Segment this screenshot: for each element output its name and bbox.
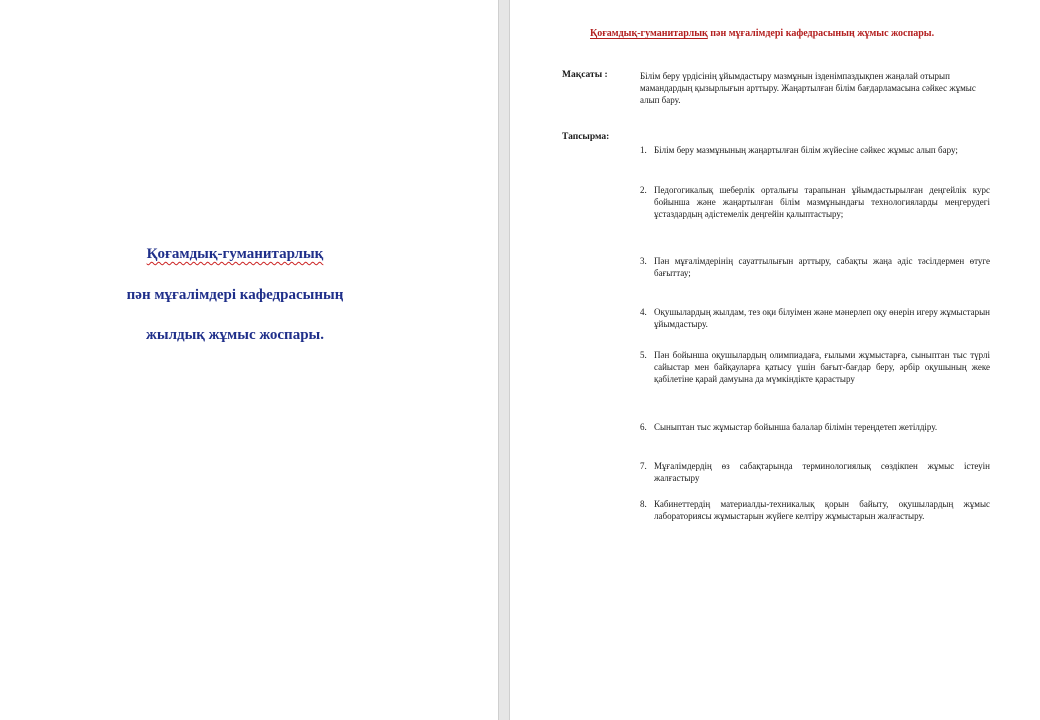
task-text: Кабинеттердің материалды-техникалық қорын байыту, оқушылардың жұмыс лабораториясы жұмыстарын жүйеге келтіру жұмыстарын жалғастыру.: [654, 499, 990, 521]
goal-label: Мақсаты :: [562, 70, 608, 80]
plan-page: [510, 0, 1040, 720]
task-item: [640, 498, 990, 522]
task-number: 2.: [640, 185, 647, 195]
task-text: Пән мұғалімдерінің сауаттылығын арттыру, сабақты жаңа әдіс тәсілдермен өтуге бағыттау;: [654, 256, 990, 278]
cover-page: [0, 0, 498, 720]
task-number: 7.: [640, 461, 647, 471]
cover-title-text-1: Қоғамдық-гуманитарлық: [146, 246, 324, 262]
goal-text: Білім беру үрдісінің ұйымдастыру мазмұнын ізденімпаздықпен жаңалай отырып мамандардың қызырлығын арттыру. Жаңартылған білім бағдарламасына сәйкес жұмыс алып бару.: [640, 71, 976, 105]
task-item: [640, 144, 990, 156]
task-text: Оқушылардың жылдам, тез оқи білуімен және мәнерлеп оқу өнерін игеру жұмыстарын ұйымдастыру.: [654, 307, 990, 329]
task-text: Педогогикалық шеберлік орталығы тарапынан ұйымдастырылған деңгейлік курс бойынша және жаңартылған білім мазмұнындағы технологияларды меңгерудегі ұстаздардың әдістемелік деңгейін қалыптастыру;: [654, 185, 990, 219]
task-item: [640, 184, 990, 220]
plan-title-part-2: пән мұғалімдері кафедрасының жұмыс жоспары.: [707, 28, 935, 39]
task-item: [640, 421, 990, 433]
task-item: [640, 255, 990, 279]
page-gutter: [498, 0, 510, 720]
task-number: 1.: [640, 145, 647, 155]
plan-title-part-1: Қоғамдық-гуманитарлық: [590, 28, 708, 39]
task-text: Мұғалімдердің өз сабақтарында терминологиялық сөздікпен жұмыс істеуін жалғастыру: [654, 461, 990, 483]
cover-title-line-1: [0, 246, 470, 263]
task-text: Білім беру мазмұнының жаңартылған білім жүйесіне сәйкес жұмыс алып бару;: [654, 145, 958, 155]
tasks-label: Тапсырма:: [562, 132, 610, 142]
task-text: Сыныптан тыс жұмыстар бойынша балалар білімін тереңдетеп жетілдіру.: [654, 422, 938, 432]
task-text: Пән бойынша оқушылардың олимпиадаға, ғылыми жұмыстарға, сыныптан тыс түрлі сайыстар мен байқауларға қатысу үшін бағыт-бағдар беру, әрбір оқушының жеке қабілетіне қарай дамуына да мүмкіндікте қарастыру: [654, 350, 990, 384]
task-item: [640, 349, 990, 385]
task-number: 5.: [640, 350, 647, 360]
cover-title-line-2: пән мұғалімдері кафедрасының: [126, 287, 344, 303]
task-number: 3.: [640, 256, 647, 266]
task-item: [640, 306, 990, 330]
cover-title-line-3: жылдық жұмыс жоспары.: [145, 327, 324, 343]
plan-title: [590, 28, 934, 39]
task-number: 4.: [640, 307, 647, 317]
task-item: [640, 460, 990, 484]
task-number: 8.: [640, 499, 647, 509]
task-number: 6.: [640, 422, 647, 432]
